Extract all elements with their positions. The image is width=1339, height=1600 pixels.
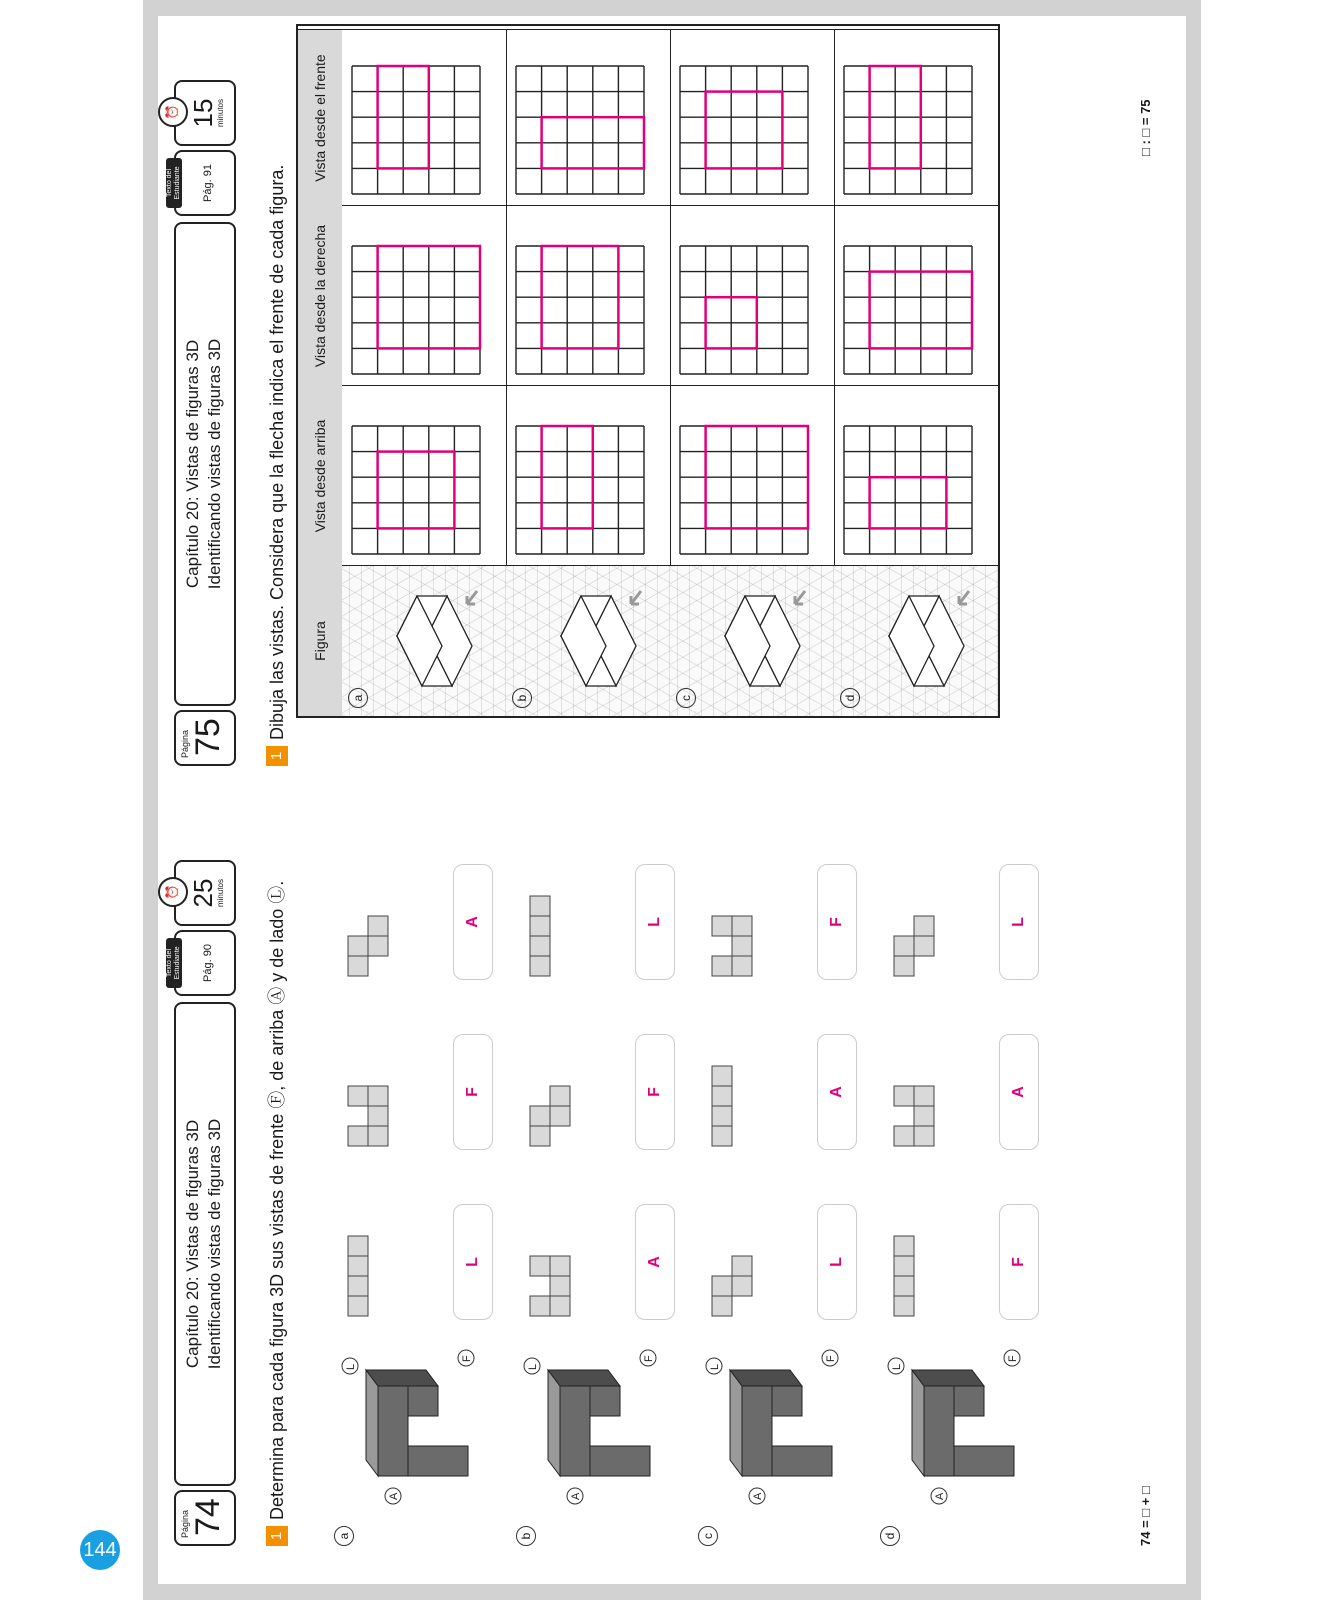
- grid-cell[interactable]: [834, 29, 999, 206]
- section-title: Identificando vistas de figuras 3D: [205, 338, 224, 590]
- table-header: Figura: [298, 565, 342, 716]
- view-mark-top: A: [570, 1492, 582, 1500]
- grid-cell[interactable]: [506, 29, 671, 206]
- view-mark-side: L: [709, 1363, 721, 1370]
- view-label[interactable]: L: [817, 1204, 857, 1320]
- answer-grid: [342, 30, 506, 206]
- time-value: 15: [188, 98, 218, 128]
- instruction: [266, 26, 288, 766]
- view-drawing: [692, 1196, 802, 1326]
- view-mark-top: A: [752, 1492, 764, 1500]
- view-answer: [874, 1026, 1046, 1156]
- view-mark-front: F: [825, 1355, 837, 1362]
- view-drawing: [692, 856, 802, 986]
- answer-grid: [342, 386, 506, 566]
- arrow-icon: [795, 591, 805, 604]
- arrow-icon: [631, 591, 641, 604]
- figure-row: [328, 806, 508, 1546]
- cube-figure: [884, 1346, 1034, 1516]
- view-mark-top: A: [388, 1492, 400, 1500]
- page-75: [158, 16, 1178, 776]
- view-label[interactable]: L: [999, 864, 1039, 980]
- time-unit: minutos: [216, 879, 225, 908]
- footer-equation-left: 74 = □ + □: [1138, 1486, 1153, 1546]
- instruction: [266, 806, 288, 1546]
- exercise-number: 1: [266, 746, 288, 766]
- view-label[interactable]: L: [453, 1204, 493, 1320]
- view-answer: [328, 1196, 500, 1326]
- view-mark-side: L: [345, 1363, 357, 1370]
- view-drawing: [692, 1026, 802, 1156]
- views-table: [296, 24, 1000, 718]
- grid-cell[interactable]: [670, 385, 835, 566]
- footer-equation-right: □ : □ = 75: [1138, 99, 1153, 156]
- view-drawing: [328, 1026, 438, 1156]
- page-75-header: [165, 26, 236, 766]
- view-mark-front: F: [461, 1355, 473, 1362]
- figure-cell: [506, 565, 671, 716]
- view-drawing: [510, 856, 620, 986]
- view-answer: [692, 1196, 864, 1326]
- page-number-box: [174, 710, 236, 766]
- row-letter: c: [676, 688, 696, 708]
- section-title: Identificando vistas de figuras 3D: [205, 1118, 224, 1370]
- view-label[interactable]: A: [453, 864, 493, 980]
- chapter-title: Capítulo 20: Vistas de figuras 3D: [183, 339, 202, 589]
- view-drawing: [510, 1196, 620, 1326]
- view-answer: [874, 856, 1046, 986]
- rotated-spread: [158, 16, 1178, 1556]
- page-label: Página: [180, 1509, 190, 1538]
- grid-cell[interactable]: [834, 205, 999, 386]
- view-label[interactable]: F: [635, 1034, 675, 1150]
- answer-grid: [506, 30, 670, 206]
- time-box: [165, 80, 236, 146]
- view-answer: [692, 856, 864, 986]
- book-icon: Texto del Estudiante: [166, 938, 182, 988]
- answer-grid: [834, 386, 998, 566]
- page-number-badge: 144: [80, 1530, 120, 1570]
- grid-cell[interactable]: [506, 205, 671, 386]
- view-mark-front: F: [1007, 1355, 1019, 1362]
- row-letter: a: [348, 688, 368, 708]
- view-drawing: [874, 1026, 984, 1156]
- view-drawing: [328, 856, 438, 986]
- time-box: [165, 860, 236, 926]
- table-header: Vista desde el frente: [298, 29, 342, 206]
- page-number-box: [174, 1490, 236, 1546]
- answer-grid: [834, 30, 998, 206]
- row-letter: c: [698, 1526, 718, 1546]
- grid-cell[interactable]: [506, 385, 671, 566]
- row-letter: b: [516, 1526, 536, 1546]
- view-drawing: [328, 1196, 438, 1326]
- time-value: 25: [188, 878, 218, 908]
- answer-grid: [342, 206, 506, 386]
- view-drawing: [510, 1026, 620, 1156]
- instruction-text: Determina para cada figura 3D sus vistas de frente Ⓕ, de arriba Ⓐ y de lado Ⓛ.: [267, 880, 287, 1520]
- figure-row: [510, 806, 690, 1546]
- view-mark-top: A: [934, 1492, 946, 1500]
- view-answer: [874, 1196, 1046, 1326]
- grid-cell[interactable]: [342, 205, 507, 386]
- figure-cell: [670, 565, 835, 716]
- figure-cell: [834, 565, 999, 716]
- view-mark-side: L: [891, 1363, 903, 1370]
- view-label[interactable]: F: [817, 864, 857, 980]
- alarm-clock-icon: ⏰: [158, 97, 188, 127]
- textbook-ref: Pág. 91: [202, 164, 214, 202]
- page-number: 74: [189, 1498, 227, 1536]
- grid-cell[interactable]: [834, 385, 999, 566]
- view-answer: [328, 856, 500, 986]
- page-74-header: [165, 806, 236, 1546]
- view-answer: [692, 1026, 864, 1156]
- view-label[interactable]: F: [453, 1034, 493, 1150]
- answer-grid: [670, 386, 834, 566]
- view-mark-front: F: [643, 1355, 655, 1362]
- cube-figure: [520, 1346, 670, 1516]
- grid-cell[interactable]: [670, 29, 835, 206]
- answer-grid: [834, 206, 998, 386]
- view-label[interactable]: L: [635, 864, 675, 980]
- book-icon: Texto del Estudiante: [166, 158, 182, 208]
- cube-figure: [702, 1346, 852, 1516]
- view-label[interactable]: A: [817, 1034, 857, 1150]
- chapter-title-box: [174, 1002, 236, 1486]
- arrow-icon: [467, 591, 477, 604]
- view-drawing: [874, 1196, 984, 1326]
- view-label[interactable]: F: [999, 1204, 1039, 1320]
- view-answer: [510, 1196, 682, 1326]
- arrow-icon: [959, 591, 969, 604]
- grid-cell[interactable]: [342, 29, 507, 206]
- row-letter: a: [334, 1526, 354, 1546]
- table-header: Vista desde arriba: [298, 385, 342, 566]
- answer-grid: [670, 206, 834, 386]
- answer-grid: [506, 386, 670, 566]
- figure-row: [874, 806, 1054, 1546]
- cube-figure: [338, 1346, 488, 1516]
- alarm-clock-icon: ⏰: [158, 877, 188, 907]
- view-drawing: [874, 856, 984, 986]
- view-label[interactable]: A: [635, 1204, 675, 1320]
- time-unit: minutos: [216, 99, 225, 128]
- view-answer: [510, 856, 682, 986]
- worksheet-sheet: [158, 16, 1186, 1584]
- textbook-ref: Pág. 90: [202, 944, 214, 982]
- view-label[interactable]: A: [999, 1034, 1039, 1150]
- figure-cell: [342, 565, 507, 716]
- grid-cell[interactable]: [342, 385, 507, 566]
- textbook-ref-box: [166, 150, 236, 216]
- chapter-title-box: [174, 222, 236, 706]
- page-label: Página: [180, 729, 190, 758]
- chapter-title: Capítulo 20: Vistas de figuras 3D: [183, 1119, 202, 1369]
- view-mark-side: L: [527, 1363, 539, 1370]
- view-answer: [328, 1026, 500, 1156]
- page-74: [158, 796, 1178, 1556]
- figure-row: [692, 806, 872, 1546]
- page-number: 75: [189, 718, 227, 756]
- answer-grid: [506, 206, 670, 386]
- row-letter: d: [840, 688, 860, 708]
- answer-grid: [670, 30, 834, 206]
- table-header: Vista desde la derecha: [298, 205, 342, 386]
- view-answer: [510, 1026, 682, 1156]
- instruction-text: Dibuja las vistas. Considera que la flecha indica el frente de cada figura.: [267, 164, 287, 740]
- grid-cell[interactable]: [670, 205, 835, 386]
- row-letter: d: [880, 1526, 900, 1546]
- row-letter: b: [512, 688, 532, 708]
- textbook-ref-box: [166, 930, 236, 996]
- exercise-number: 1: [266, 1526, 288, 1546]
